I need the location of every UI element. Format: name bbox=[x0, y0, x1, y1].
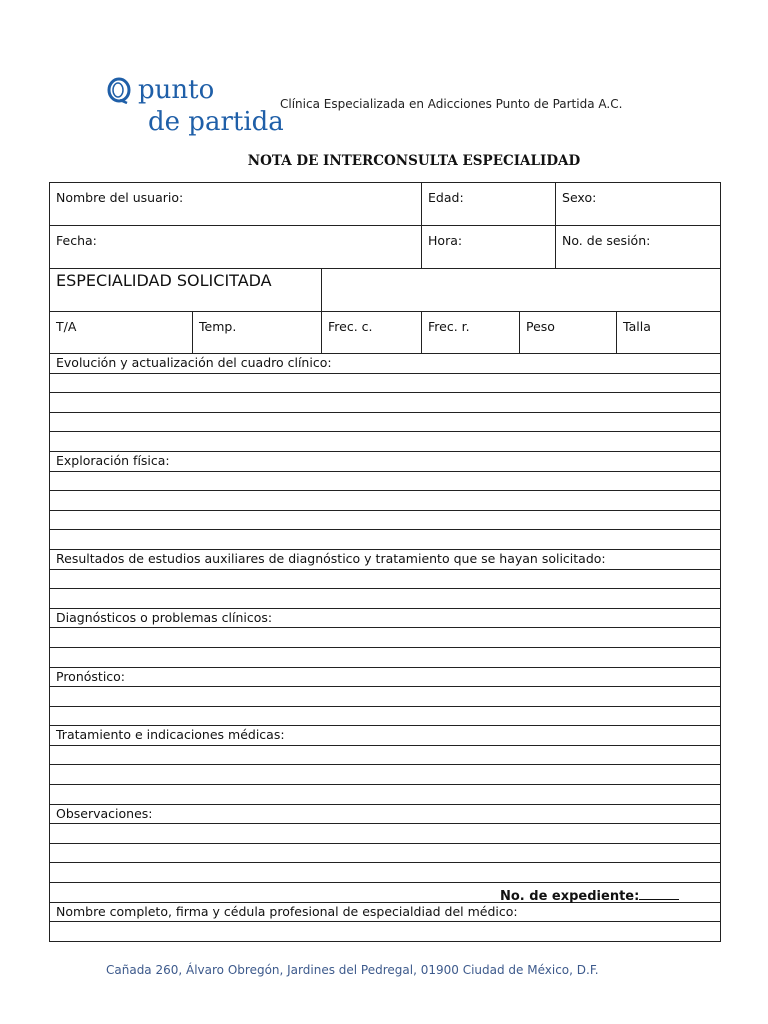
blank-line[interactable] bbox=[50, 745, 721, 765]
blank-line[interactable] bbox=[50, 765, 721, 785]
interconsulta-form bbox=[49, 182, 721, 942]
section-diagnosticos: Diagnósticos o problemas clínicos: bbox=[50, 608, 721, 628]
blank-line[interactable] bbox=[50, 530, 721, 550]
expediente-blank[interactable] bbox=[639, 886, 679, 900]
vital-frec-r[interactable]: Frec. r. bbox=[422, 312, 520, 354]
blank-line[interactable] bbox=[50, 373, 721, 393]
section-observaciones: Observaciones: bbox=[50, 804, 721, 824]
vital-frec-c[interactable]: Frec. c. bbox=[322, 312, 422, 354]
vital-temp[interactable]: Temp. bbox=[193, 312, 322, 354]
section-exploracion: Exploración física: bbox=[50, 451, 721, 471]
hora-field[interactable]: Hora: bbox=[422, 226, 556, 269]
blank-line[interactable] bbox=[50, 687, 721, 707]
especialidad-label-cell bbox=[50, 269, 322, 312]
fecha-field[interactable]: Fecha: bbox=[50, 226, 422, 269]
logo-text-line2: de partida bbox=[148, 107, 284, 137]
blank-line[interactable] bbox=[50, 647, 721, 667]
blank-line[interactable] bbox=[50, 628, 721, 648]
section-evolucion: Evolución y actualización del cuadro clínico: bbox=[50, 354, 721, 374]
blank-line[interactable] bbox=[50, 824, 721, 844]
blank-line[interactable] bbox=[50, 432, 721, 452]
section-resultados: Resultados de estudios auxiliares de diagnóstico y tratamiento que se hayan solicitado: bbox=[50, 549, 721, 569]
blank-line[interactable] bbox=[50, 510, 721, 530]
edad-field[interactable]: Edad: bbox=[422, 183, 556, 226]
footer-address: Cañada 260, Álvaro Obregón, Jardines del Pedregal, 01900 Ciudad de México, D.F. bbox=[106, 963, 599, 977]
especialidad-solicitada-label: ESPECIALIDAD SOLICITADA bbox=[56, 271, 272, 290]
blank-line[interactable] bbox=[50, 491, 721, 511]
especialidad-input[interactable] bbox=[322, 269, 721, 312]
document-title: NOTA DE INTERCONSULTA ESPECIALIDAD bbox=[247, 153, 581, 169]
blank-line[interactable] bbox=[50, 589, 721, 609]
blank-line[interactable] bbox=[50, 706, 721, 726]
blank-line[interactable] bbox=[50, 785, 721, 805]
nombre-usuario-field[interactable]: Nombre del usuario: bbox=[50, 183, 422, 226]
blank-line[interactable] bbox=[50, 843, 721, 863]
section-pronostico: Pronóstico: bbox=[50, 667, 721, 687]
expediente-field[interactable] bbox=[500, 886, 679, 904]
logo-text-line1: punto bbox=[138, 75, 215, 105]
expediente-label: No. de expediente: bbox=[500, 889, 640, 904]
logo bbox=[104, 70, 284, 142]
clinic-name: Clínica Especializada en Adicciones Punto de Partida A.C. bbox=[280, 97, 623, 111]
section-nombre-medico: Nombre completo, firma y cédula profesional de especialdiad del médico: bbox=[50, 902, 721, 922]
blank-line[interactable] bbox=[50, 922, 721, 942]
blank-line[interactable] bbox=[50, 471, 721, 491]
vital-ta[interactable]: T/A bbox=[50, 312, 193, 354]
sexo-field[interactable]: Sexo: bbox=[556, 183, 721, 226]
logo-ring-icon bbox=[106, 76, 132, 104]
vital-talla[interactable]: Talla bbox=[617, 312, 721, 354]
section-tratamiento: Tratamiento e indicaciones médicas: bbox=[50, 726, 721, 746]
blank-line[interactable] bbox=[50, 393, 721, 413]
blank-line[interactable] bbox=[50, 569, 721, 589]
no-sesion-field[interactable]: No. de sesión: bbox=[556, 226, 721, 269]
vital-peso[interactable]: Peso bbox=[520, 312, 617, 354]
blank-line[interactable] bbox=[50, 412, 721, 432]
blank-line[interactable] bbox=[50, 863, 721, 883]
